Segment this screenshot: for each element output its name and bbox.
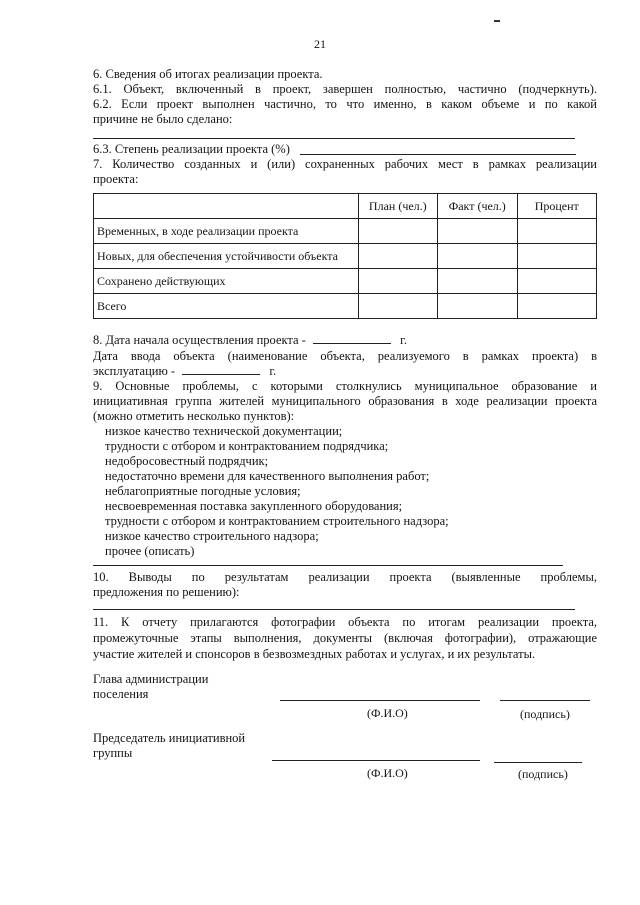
cell-fact[interactable] <box>438 244 517 269</box>
section-6-title: 6. Сведения об итогах реализации проекта. <box>93 67 323 81</box>
blank-line-9 <box>93 565 563 566</box>
cell-plan[interactable] <box>358 269 437 294</box>
section-8-start-suffix: г. <box>400 333 407 347</box>
problem-item: прочее (описать) <box>105 544 195 558</box>
row-label-temporary: Временных, в ходе реализации проекта <box>94 219 359 244</box>
blank-line-10 <box>93 609 575 610</box>
table-header-blank <box>94 194 359 219</box>
section-11-line1: 11. К отчету прилагаются фотографии объекта по итогам реализации проекта, <box>93 615 597 629</box>
row-label-total: Всего <box>94 294 359 319</box>
cell-fact[interactable] <box>438 294 517 319</box>
head-fio-line <box>280 700 480 701</box>
section-8-commission-text: эксплуатацию - <box>93 364 176 378</box>
problem-item: недостаточно времени для качественного выполнения работ; <box>105 469 430 483</box>
section-8-commission-line2 <box>93 364 276 378</box>
head-title-line2: поселения <box>93 687 149 701</box>
cell-fact[interactable] <box>438 269 517 294</box>
chair-fio-label: (Ф.И.О) <box>367 766 408 780</box>
cell-fact[interactable] <box>438 219 517 244</box>
section-7-line2: проекта: <box>93 172 139 186</box>
cell-plan[interactable] <box>358 294 437 319</box>
head-fio-label: (Ф.И.О) <box>367 706 408 720</box>
section-7-line1: 7. Количество созданных и (или) сохраненных рабочих мест в рамках реализации <box>93 157 597 171</box>
section-8-commission-suffix: г. <box>269 364 277 378</box>
section-10-line2: предложения по решению): <box>93 585 240 599</box>
section-6-2-line1: 6.2. Если проект выполнен частично, то что именно, в каком объеме и по какой <box>93 97 597 111</box>
section-6-2-line2: причине не было сделано: <box>93 112 233 126</box>
section-9-line1: 9. Основные проблемы, с которыми столкнулись муниципальное образование и <box>93 379 597 393</box>
table-row <box>94 244 597 269</box>
chair-sign-label: (подпись) <box>518 767 568 781</box>
head-sign-label: (подпись) <box>520 707 570 721</box>
row-label-new: Новых, для обеспечения устойчивости объекта <box>94 244 359 269</box>
table-header-fact: Факт (чел.) <box>438 194 517 219</box>
date-commission-blank[interactable] <box>182 364 260 375</box>
section-11-line2: промежуточные этапы выполнения, документы (включая фотографии), отражающие <box>93 631 597 645</box>
table-row <box>94 269 597 294</box>
section-6-3: 6.3. Степень реализации проекта (%) <box>93 142 290 156</box>
cell-percent[interactable] <box>517 269 597 294</box>
table-header-row <box>94 194 597 219</box>
section-9-line2: инициативная группа жителей муниципального образования в ходе реализации проекта <box>93 394 597 408</box>
problem-item: низкое качество строительного надзора; <box>105 529 319 543</box>
row-label-kept: Сохранено действующих <box>94 269 359 294</box>
table-row <box>94 294 597 319</box>
problem-item: трудности с отбором и контрактованием строительного надзора; <box>105 514 449 528</box>
cell-plan[interactable] <box>358 219 437 244</box>
head-sign-line <box>500 700 590 701</box>
jobs-table <box>93 193 597 319</box>
date-start-blank[interactable] <box>313 333 391 344</box>
section-10-line1: 10. Выводы по результатам реализации проекта (выявленные проблемы, <box>93 570 597 584</box>
cell-percent[interactable] <box>517 244 597 269</box>
problem-item: недобросовестный подрядчик; <box>105 454 269 468</box>
section-11-line3: участие жителей и спонсоров в безвозмездных работах и услугах, и их результаты. <box>93 647 536 661</box>
chair-fio-line <box>272 760 480 761</box>
chair-title-line2: группы <box>93 746 133 760</box>
chair-sign-line <box>494 762 582 763</box>
section-9-line3: (можно отметить несколько пунктов): <box>93 409 295 423</box>
problem-item: низкое качество технической документации; <box>105 424 343 438</box>
cell-percent[interactable] <box>517 219 597 244</box>
cell-plan[interactable] <box>358 244 437 269</box>
head-title-line1: Глава администрации <box>93 672 209 686</box>
table-row <box>94 219 597 244</box>
chair-title-line1: Председатель инициативной <box>93 731 246 745</box>
table-header-plan: План (чел.) <box>358 194 437 219</box>
scan-mark <box>494 20 500 22</box>
blank-line-6-3 <box>300 154 576 155</box>
section-8-start <box>93 333 407 347</box>
problem-item: трудности с отбором и контрактованием подрядчика; <box>105 439 389 453</box>
problem-item: неблагоприятные погодные условия; <box>105 484 301 498</box>
section-8-commission-line1: Дата ввода объекта (наименование объекта, реализуемого в рамках проекта) в <box>93 349 597 363</box>
blank-line-6-2 <box>93 138 575 139</box>
section-6-1: 6.1. Объект, включенный в проект, завершен полностью, частично (подчеркнуть). <box>93 82 597 96</box>
cell-percent[interactable] <box>517 294 597 319</box>
section-8-start-text: 8. Дата начала осуществления проекта - <box>93 333 306 347</box>
table-header-percent: Процент <box>517 194 597 219</box>
problem-item: несвоевременная поставка закупленного оборудования; <box>105 499 403 513</box>
page-number: 21 <box>314 37 326 51</box>
